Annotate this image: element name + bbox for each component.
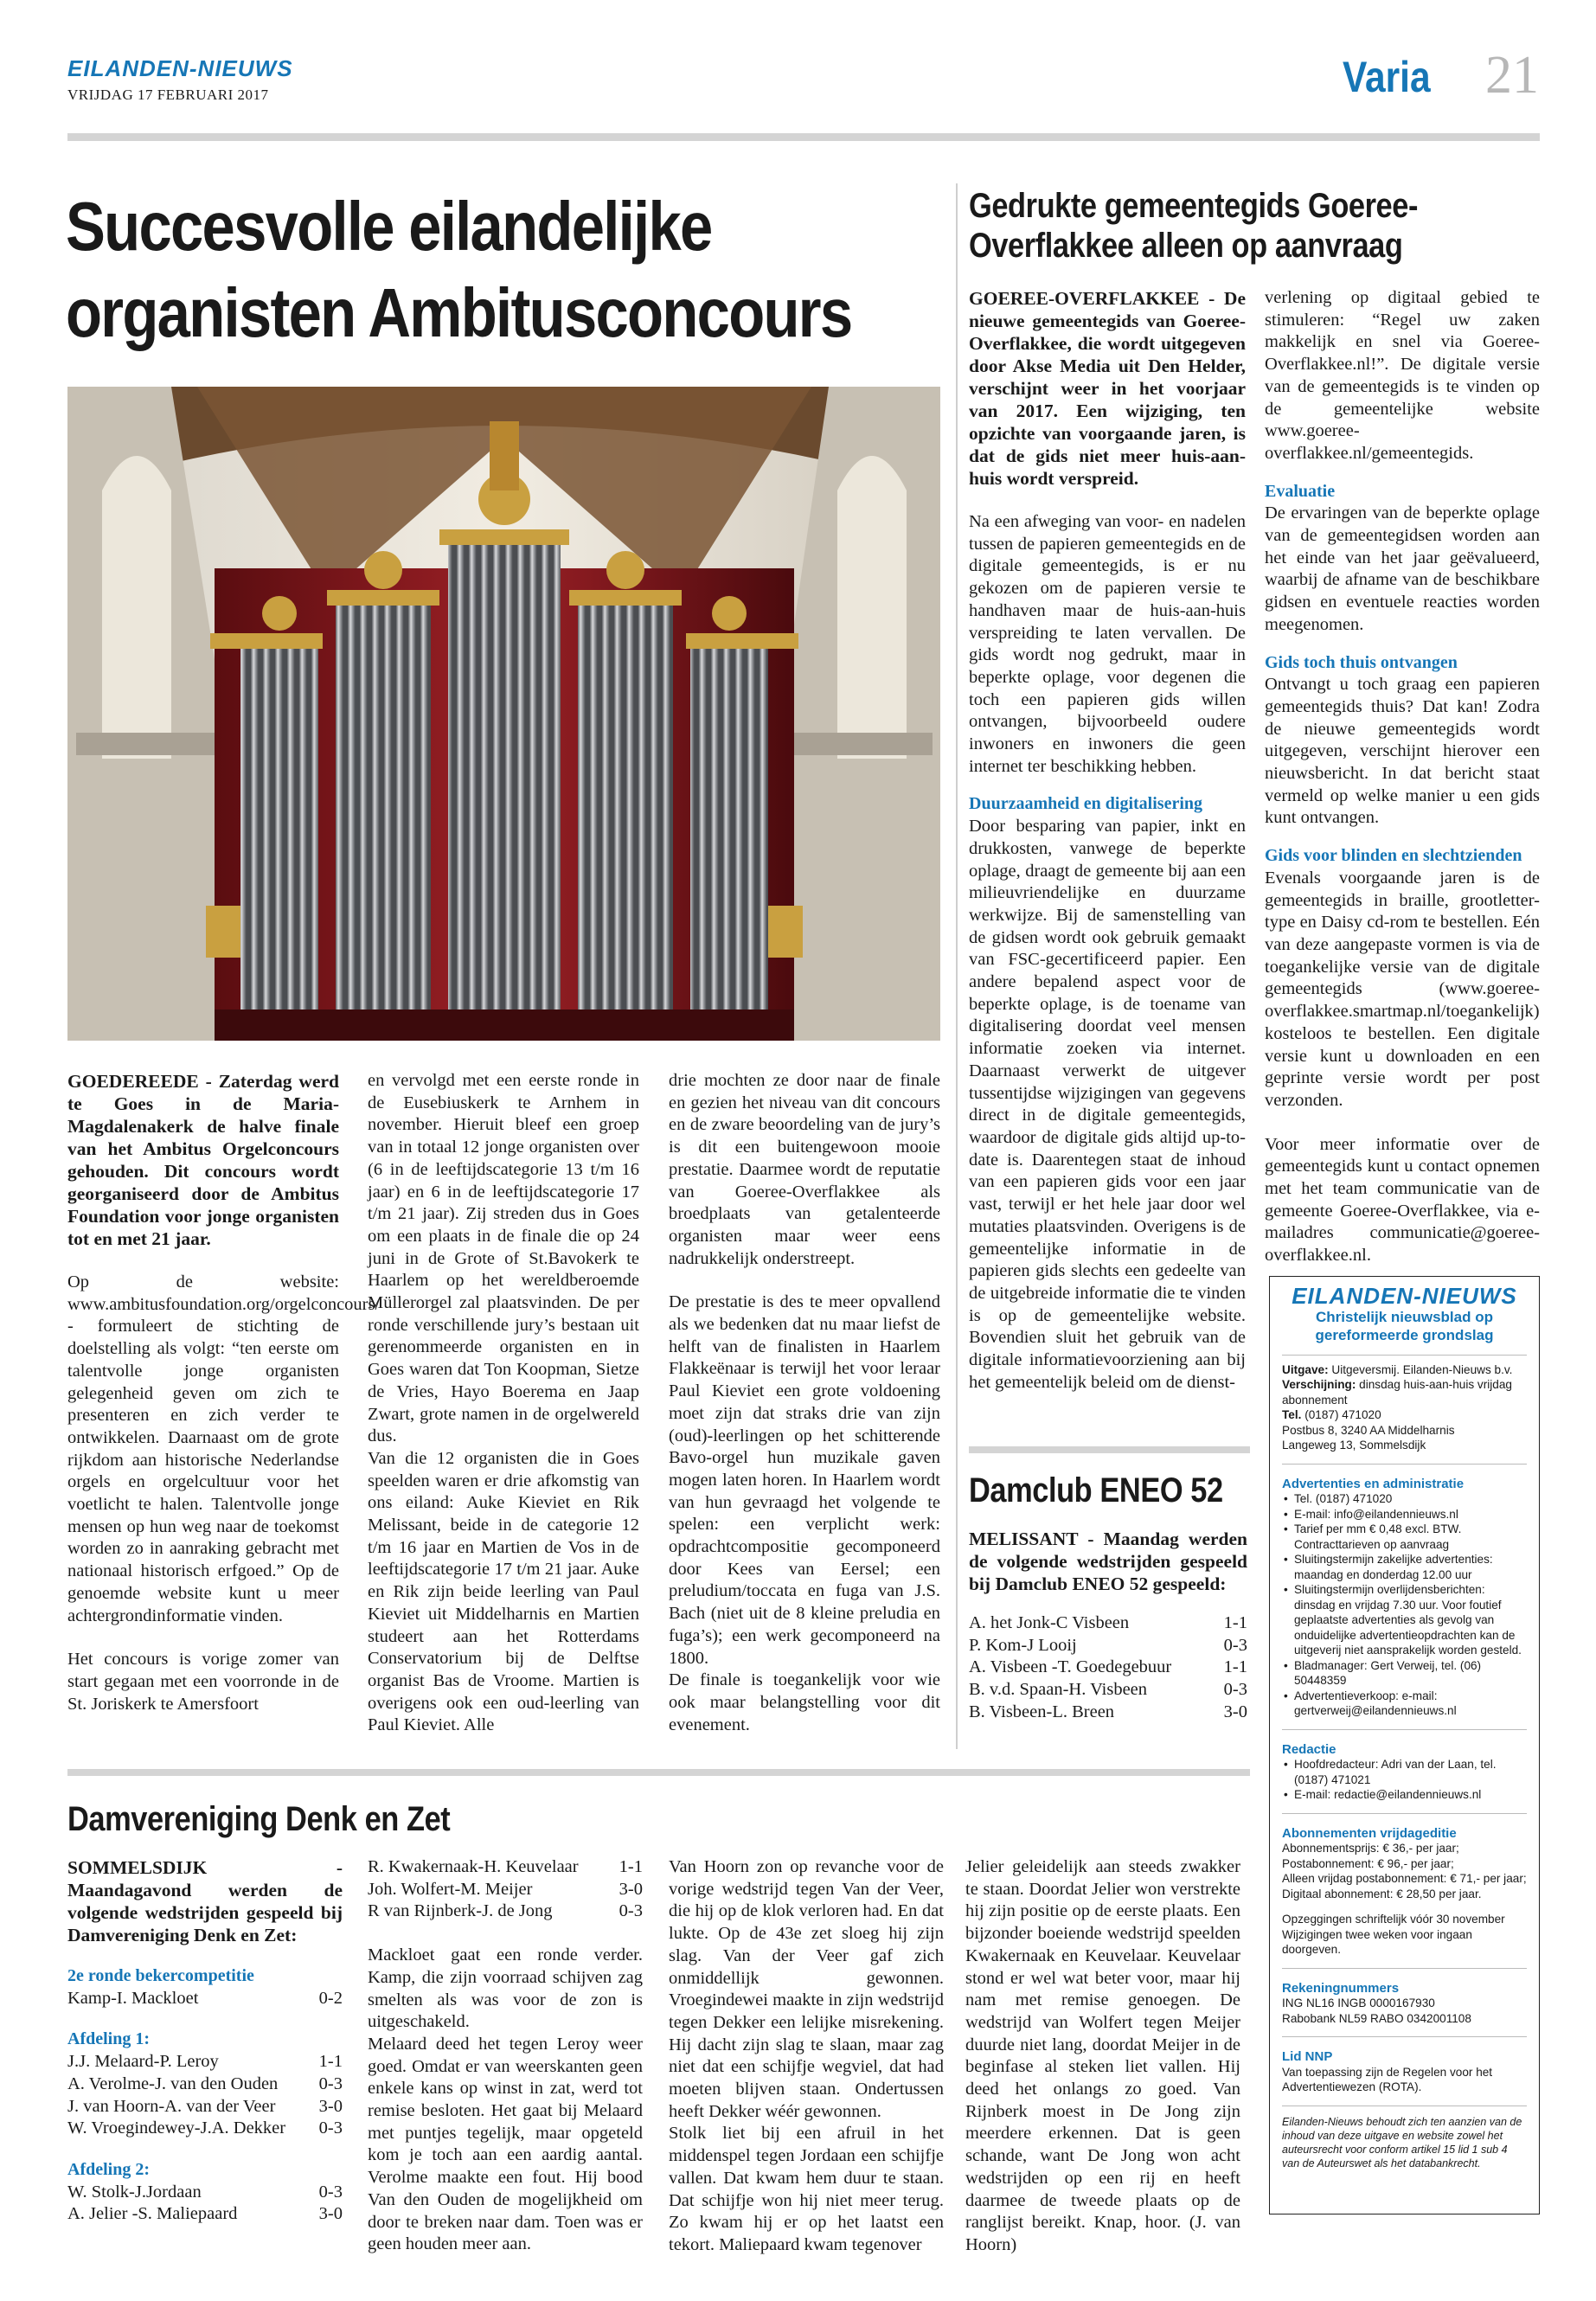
colophon-item: • Sluitingstermijn overlijdensberichten: dinsdag en vrijdag 7.30 uur. Voor foutief geplaatste advertenties als gevolg van onduidelijke advertentieopdrachten kan de uitgeverij niet aansprakelijk worden gesteld. (1282, 1582, 1527, 1658)
gids-subheading: Gids toch thuis ontvangen (1265, 652, 1458, 672)
result-score: 3-0 (1223, 1702, 1247, 1721)
organ-paragraph: drie mochten ze door naar de finale en gezien het niveau van dit concours en de zware beoordeling van de jury’s is dit een buitengewoon mooie prestatie. Daarmee wordt de reputatie van Goeree-Overflakkee als broedplaats van getalenteerde organisten maar weer eens nadrukkelijk onderstreept. (669, 1071, 940, 1268)
result-match: P. Kom-J Looij (969, 1635, 1077, 1655)
result-match: A. Verolme-J. van den Ouden (67, 2073, 279, 2093)
result-match: W. Vroegindewey-J.A. Dekker (67, 2118, 286, 2138)
denk-column-2 (368, 1856, 643, 2256)
result-score: 3-0 (318, 2096, 343, 2116)
result-score: 0-3 (619, 1901, 643, 1921)
denk-results-2 (67, 2051, 343, 2140)
denk-headline: Damvereniging Denk en Zet (67, 1800, 451, 1838)
result-row (969, 1657, 1247, 1679)
organ-headline: Succesvolle eilandelijke organisten Ambitusconcours (66, 188, 852, 351)
result-row (67, 2096, 343, 2118)
gids-paragraph: Door besparing van papier, inkt en drukkosten, vanwege de beperkte oplage, draagt de gemeente bij aan een milieuvriendelijke en duurzame werkwijze. Bij de samenstelling van de gidsen wordt ook gebruik gemaakt van FSC-gecertificeerd papier. Een andere bepalend aspect voor de beperkte oplage, is de toename van digitalisering doordat veel mensen informatie zoeken via internet. Daarnaast verwerkt de uitgever tussentijdse wijzigingen van gegevens direct in de digitale gemeentegids, waardoor de digitale gids altijd up-to-date is. Daarentegen staat de inhoud van een papieren gids voor een jaar vast, terwijl er het hele jaar door wel mutaties plaatsvinden. Overigens is de gemeentelijke informatie in de papieren gids slechts een gedeelte van de uitgebreide informatie die te vinden is op de gemeentelijke website. Bovendien sluit het gebruik van de digitale informatievoorziening aan bij het gemeentelijk beleid om de dienst- (969, 817, 1246, 1392)
organ-column-3 (669, 1070, 940, 1736)
gids-paragraph: Voor meer informatie over de gemeentegids kunt u contact opnemen met het team communicatie van de gemeente Goeree-Overflakkee, via e-mailadres communicatie@goeree-overflakkee.nl. (1265, 1134, 1540, 1266)
result-row (969, 1612, 1247, 1635)
colophon-publisher: Uitgave: Uitgeversmij. Eilanden-Nieuws b.v. Verschijning: dinsdag huis-aan-huis vrijdag abonnement Tel. (0187) 471020 Postbus 8, 3240 AA Middelharnis Langeweg 13, Sommelsdijk (1282, 1362, 1513, 1452)
eneo-lead: MELISSANT - Maandag werden de volgende wedstrijden gespeeld bij Damclub ENEO 52 gespeeld: (969, 1529, 1247, 1594)
organ-paragraph: De prestatie is des te meer opvallend als we bedenken dat nu maar liefst de helft van de finalisten in Haarlem Flakkeënaar is terwijl het voor leraar Paul Kieviet een grote voldoening moet zijn dat straks drie van zijn (oud)-leerlingen op het schitterende Bavo-orgel hun muzikale gaven mogen laten horen. In Haarlem wordt van hun gevraagd het volgende te spelen: een verplicht werk: opdrachtcompositie gecomponeerd door Kees van Eersel; een preludium/toccata en fuga van J.S. Bach (niet uit de 8 kleine preludia en fuga’s); een werk gecomponeerd na 1800. (669, 1292, 940, 1668)
result-score: 0-3 (1223, 1635, 1247, 1655)
colophon-nnp-heading: Lid NNP (1282, 2049, 1333, 2064)
gids-paragraph: verlening op digitaal gebied te stimuleren: “Regel uw zaken makkelijk en snel via Goeree-Overflakkee.nl!”. De digitale versie van de gemeentegids is te vinden op de gemeentelijke website www.goeree-overflakkee.nl/gemeentegids. (1265, 288, 1540, 463)
result-match: B. Visbeen-L. Breen (969, 1702, 1115, 1721)
result-score: 1-1 (1223, 1613, 1247, 1632)
colophon-red-list (1282, 1757, 1527, 1803)
page-number: 21 (1485, 46, 1539, 105)
result-row (368, 1900, 643, 1923)
result-row (67, 2051, 343, 2073)
colophon-abo-line: Postabonnement: € 96,- per jaar; (1282, 1856, 1454, 1870)
colophon-rek-1: ING NL16 INGB 0000167930 (1282, 1997, 1435, 2009)
denk-results-1 (67, 1988, 343, 2010)
denk-paragraph: Mackloet gaat een ronde verder. Kamp, die zijn voorraad schijven zag smelten als was voor de zon is uitgeschakeld. Melaard deed het tegen Leroy weer goed. Omdat er van weerskanten geen enkele kans op winst in zat, werd tot remise besloten. Het gaat bij Melaard met puntjes tegelijk, maar opgeteld kom je toch aan een aardig aantal. Verolme maakte een fout. Hij bood Van den Ouden de mogelijkheid om door te breken naar dam. Toen was er geen houden meer aan. (368, 1945, 643, 2254)
organ-paragraph: Op de website: www.ambitusfoundation.org/orgelconcours/ - formuleert de stichting de doelstelling als volgt: “ten eerste om talentvolle jonge organisten gelegenheid geven om zich te presenteren en zich verder te ontwikkelen. Daarnaast om de grote rijkdom aan historische Nederlandse orgels en orgelcultuur voor het voetlicht te halen. Talentvolle jonge mensen op hun weg naar de toekomst worden zo in aanraking gebracht met nationaal historisch erfgoed.” Op de genoemde website kunt u meer achtergrondinformatie vinden. (67, 1272, 381, 1625)
organ-paragraph: De finale is toegankelijk voor wie ook maar belangstelling voor dit evenement. (669, 1670, 940, 1734)
colophon-disclaimer: Eilanden-Nieuws behoudt zich ten aanzien van de inhoud van deze uitgave en website zowel het auteursrecht voor conform artikel 15 lid 1 sub 4 van de Auteurswet als het databankrecht. (1282, 2115, 1522, 2170)
organ-lead: GOEDEREEDE - Zaterdag werd te Goes in de Maria-Magdalenakerk de halve finale van het Ambitus Orgelconcours gehouden. Dit concours wordt georganiseerd door de Ambitus Foundation voor jonge organisten tot en met 21 jaar. (67, 1071, 339, 1249)
result-match: A. Visbeen -T. Goedegebuur (969, 1657, 1172, 1677)
colophon-item: • Tarief per mm € 0,48 excl. BTW. Contracttarieven op aanvraag (1282, 1522, 1527, 1552)
colophon-red-heading: Redactie (1282, 1741, 1336, 1757)
result-score: 0-2 (318, 1988, 343, 2008)
result-row (67, 2182, 343, 2204)
gids-subheading: Duurzaamheid en digitalisering (969, 794, 1203, 814)
result-match: A. Jelier -S. Maliepaard (67, 2204, 238, 2224)
colophon-abo-line: Alleen vrijdag postabonnement: € 71,- per jaar; (1282, 1872, 1527, 1885)
result-score: 0-3 (1223, 1680, 1247, 1700)
gids-subheading: Evaluatie (1265, 481, 1336, 501)
result-score: 0-3 (318, 2118, 343, 2138)
denk-group-heading: Afdeling 2: (67, 2159, 150, 2179)
gids-paragraph: Evenals voorgaande jaren is de gemeentegids in braille, grootletter-type en Daisy cd-rom te bestellen. Eén van deze aangepaste vormen is via de toegankelijke versie van de digitale gemeentegids (www.goeree-overflakkee.smartmap.nl/toegankelijk) kosteloos te bestellen. Een digitale versie kunt u downloaden en een geprinte versie wordt per post verzonden. (1265, 868, 1540, 1110)
result-score: 3-0 (318, 2204, 343, 2224)
denk-results-4 (368, 1856, 643, 1923)
colophon-item: • E-mail: info@eilandennieuws.nl (1282, 1507, 1527, 1522)
result-row (368, 1856, 643, 1879)
result-match: B. v.d. Spaan-H. Visbeen (969, 1680, 1148, 1700)
organ-column-2 (368, 1070, 639, 1737)
denk-group-heading: 2e ronde bekercompetitie (67, 1966, 254, 1985)
result-match: J.J. Melaard-P. Leroy (67, 2052, 219, 2072)
denk-results-3 (67, 2182, 343, 2226)
result-row (969, 1635, 1247, 1657)
gids-paragraph: De ervaringen van de beperkte oplage van de gemeentegidsen worden aan het einde van het jaar geëvalueerd, waarbij de afname van de beschikbare gidsen en eventuele reacties worden meegenomen. (1265, 503, 1540, 634)
result-match: J. van Hoorn-A. van der Veer (67, 2096, 276, 2116)
organ-column-1 (67, 1070, 381, 1715)
result-match: Joh. Wolfert-M. Meijer (368, 1879, 533, 1899)
colophon-abo-note: Opzeggingen schriftelijk vóór 30 november Wijzigingen twee weken voor ingaan doorgeven. (1282, 1913, 1505, 1956)
denk-group-heading: Afdeling 1: (67, 2029, 150, 2049)
result-score: 1-1 (619, 1857, 643, 1876)
gids-paragraph: Na een afweging van voor- en nadelen tussen de papieren gemeentegids en de digitale gemeentegids, is er nu gekozen om de papieren versie te handhaven maar de huis-aan-huis verspreiding te laten vervallen. De gids wordt nog gedrukt, maar in beperkte oplage, voor degenen die toch een papieren gids willen ontvangen, bijvoorbeeld oudere inwoners en inwoners die geen internet ter beschikking hebben. (969, 512, 1246, 776)
colophon-rek-2: Rabobank NL59 RABO 0342001108 (1282, 2011, 1471, 2025)
colophon-item: • Tel. (0187) 471020 (1282, 1491, 1527, 1507)
gids-column-1 (969, 287, 1246, 1394)
result-match: W. Stolk-J.Jordaan (67, 2182, 202, 2202)
organ-paragraph: Het concours is vorige zomer van start gegaan met een voorronde in de St. Joriskerk te Amersfoort (67, 1650, 339, 1714)
gids-headline: Gedrukte gemeentegids Goeree-Overflakkee alleen op aanvraag (969, 187, 1418, 265)
masthead-logo: EILANDEN-NIEUWS (67, 55, 293, 81)
issue-date: VRIJDAG 17 FEBRUARI 2017 (67, 87, 269, 103)
colophon-item: • E-mail: redactie@eilandennieuws.nl (1282, 1787, 1527, 1803)
result-score: 1-1 (1223, 1657, 1247, 1677)
colophon-adv-list (1282, 1491, 1527, 1719)
section-title: Varia (1343, 53, 1431, 101)
result-row (67, 2203, 343, 2226)
result-match: R van Rijnberk-J. de Jong (368, 1901, 553, 1921)
result-row (67, 2073, 343, 2096)
organ-paragraph: en vervolgd met een eerste ronde in de Eusebiuskerk te Arnhem in november. Hieruit bleef een groep van in totaal 12 jonge organisten over (6 in de leeftijdscategorie 13 t/m 16 jaar) en 6 in de leeftijdscategorie 17 t/m 21 jaar). Zij streden dus in Goes om een plaats in de finale die op 24 juni in de Grote of St.Bavokerk te Haarlem op het wereldberoemde Müllerorgel zal plaatsvinden. De per ronde verschillende jury’s bestaan uit gerenommeerde organisten en in Goes waren dat Ton Koopman, Sietze de Vries, Hayo Boerema en Jaap Zwart, grote namen in de orgelwereld dus. (368, 1071, 639, 1446)
result-score: 1-1 (318, 2052, 343, 2072)
organ-paragraph: Van die 12 organisten die in Goes speelden waren er drie afkomstig van ons eiland: Auke Kieviet en Rik Melissant, beide in de categorie 12 t/m 16 jaar en Martien de Vos in de leeftijdscategorie 17 t/m 21 jaar. Auke en Rik zijn beide leerling van Paul Kieviet uit Middelharnis en Martien studeert aan het Rotterdams Conservatorium bij de Delftse organist Bas de Vroome. Martien is overigens ook een oud-leerling van Paul Kieviet. Alle (368, 1448, 639, 1735)
result-row (67, 1988, 343, 2010)
colophon-logo: EILANDEN-NIEUWS (1292, 1283, 1517, 1309)
result-score: 0-3 (318, 2182, 343, 2202)
gids-paragraph: Ontvangt u toch graag een papieren gemeentegids thuis? Dat kan! Zodra de nieuwe gemeentegids wordt uitgegeven, verschijnt hierover een nieuwsbericht. In dat bericht staat vermeld op welke manier u een gids kunt ontvangen. (1265, 675, 1540, 828)
colophon-rek-heading: Rekeningnummers (1282, 1980, 1400, 1996)
organ-photo (67, 387, 940, 1041)
result-row (969, 1702, 1247, 1724)
denk-column-4: Jelier geleidelijk aan steeds zwakker te staan. Doordat Jelier won verstrekte hij zijn positie op de eerste plaats. Een bijzonder boeiende wedstrijd speelden Kwakernaak en Keuvelaar. Keuvelaar stond er wel wat beter voor, maar hij nam met remise genoegen. De wedstrijd van Wolfert tegen Meijer duurde niet lang, doordat Meijer in de beginfase al steken liet vallen. Hij deed het onlangs zo goed. Van Rijnberk moest in De Jong zijn meerdere erkennen. Dat is geen schande, want De Jong won acht wedstrijden op een rij en heeft daarmee de tweede plaats op de ranglijst bereikt. Knap, hoor. (J. van Hoorn) (965, 1857, 1240, 2254)
denk-lead: SOMMELSDIJK - Maandagavond werden de volgende wedstrijden gespeeld bij Damvereniging Denk en Zet: (67, 1857, 343, 1945)
result-match: A. het Jonk-C Visbeen (969, 1613, 1130, 1632)
colophon-nnp: Van toepassing zijn de Regelen voor het Advertentiewezen (ROTA). (1282, 2065, 1493, 2093)
colophon-item: • Sluitingstermijn zakelijke advertenties: maandag en donderdag 12.00 uur (1282, 1552, 1527, 1582)
colophon-item: • Bladmanager: Gert Verweij, tel. (06) 50448359 (1282, 1658, 1527, 1689)
result-score: 3-0 (619, 1879, 643, 1899)
denk-rule (67, 1769, 1250, 1776)
gids-lead: GOEREE-OVERFLAKKEE - De nieuwe gemeentegids van Goeree-Overflakkee, die wordt uitgegeven door Akse Media uit Den Helder, verschijnt weer in het voorjaar van 2017. Een wijziging, ten opzichte van voorgaande jaren, is dat de gids niet meer huis-aan-huis wordt verspreid. (969, 288, 1246, 489)
eneo-headline: Damclub ENEO 52 (969, 1471, 1223, 1509)
gids-subheading: Gids voor blinden en slechtzienden (1265, 846, 1522, 866)
colophon-abo-line: Abonnementsprijs: € 36,- per jaar; (1282, 1842, 1459, 1855)
eneo-rule (969, 1446, 1250, 1453)
result-row (67, 2118, 343, 2140)
result-score: 0-3 (318, 2073, 343, 2093)
colophon-abo-line: Digitaal abonnement: € 28,50 per jaar. (1282, 1887, 1482, 1900)
denk-column-1 (67, 1856, 343, 2226)
header-rule (67, 133, 1540, 141)
result-match: Kamp-I. Mackloet (67, 1988, 199, 2008)
result-row (368, 1879, 643, 1901)
eneo-results (969, 1612, 1247, 1724)
colophon-item: • Hoofdredacteur: Adri van der Laan, tel. (0187) 471021 (1282, 1757, 1527, 1787)
colophon-tagline: Christelijk nieuwsblad op gereformeerde grondslag (1315, 1308, 1494, 1343)
colophon-adv-heading: Advertenties en administratie (1282, 1476, 1465, 1491)
result-match: R. Kwakernaak-H. Keuvelaar (368, 1857, 579, 1876)
gids-column-2 (1265, 287, 1540, 1267)
colophon-item: • Advertentieverkoop: e-mail: gertverweij@eilandennieuws.nl (1282, 1689, 1527, 1719)
denk-column-3: Van Hoorn zon op revanche voor de vorige wedstrijd tegen Van der Veer, die hij op de klok verloren had. En dat lukte. Op de 43e zet sloeg hij zijn slag. Van der Veer gaf zich onmiddellijk gewonnen. Vroegindewei maakte in zijn wedstrijd tegen Dekker een lelijke misrekening. Hij dacht zijn slag te slaan, maar zag niet dat een schijfje wegviel, dat had moeten blijven staan. Ondertussen heeft Dekker wéér gewonnen. Stolk liet bij een afruil in het middenspel tegen Jordaan een schijfje vallen. Dat kwam hem duur te staan. Dat schijfje won hij niet meer terug. Zo kwam hij er op het laatst een tekort. Maliepaard kwam tegenover (669, 1857, 944, 2254)
result-row (969, 1679, 1247, 1702)
colophon-abo-heading: Abonnementen vrijdageditie (1282, 1825, 1457, 1841)
colophon-abo-list (1282, 1841, 1527, 1901)
eneo-body (969, 1528, 1247, 1724)
column-divider (956, 183, 958, 1749)
colophon-box (1269, 1276, 1540, 2214)
